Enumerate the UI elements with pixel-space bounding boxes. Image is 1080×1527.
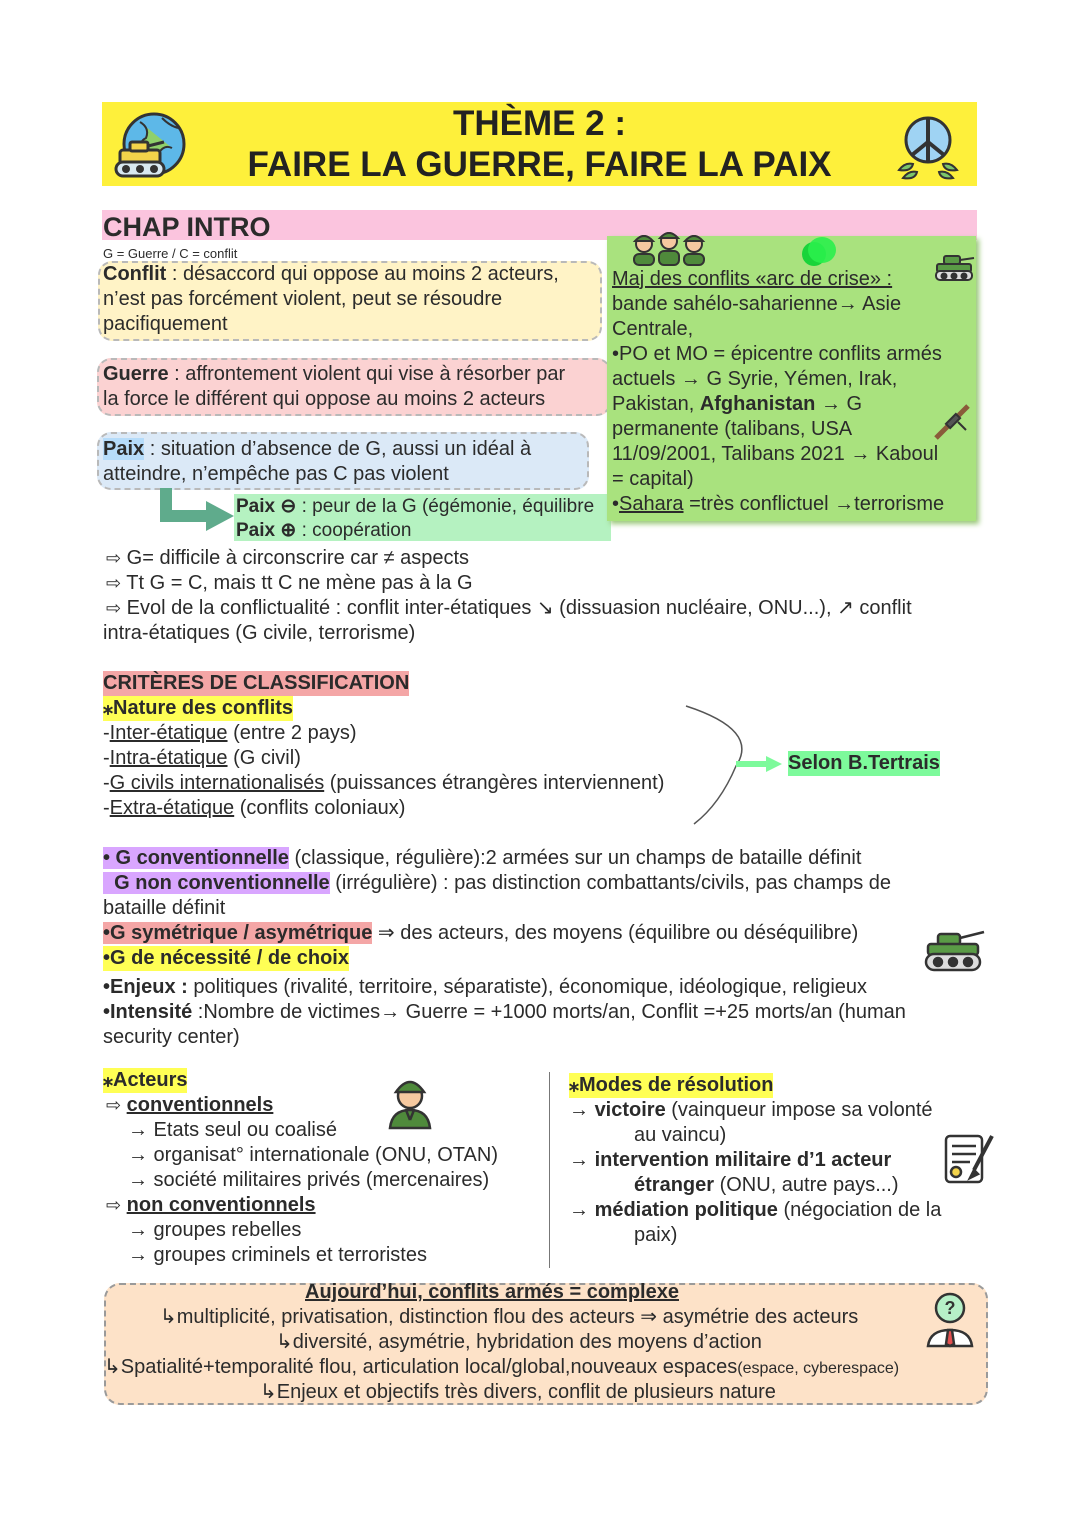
question-person-icon: [922, 1290, 978, 1348]
criteres-title: CRITÈRES DE CLASSIFICATION: [103, 672, 410, 694]
treaty-scroll-icon: [940, 1130, 996, 1186]
paix-line2: atteindre, n’empêche pas C pas violent: [103, 463, 449, 485]
paix-line1: Paix : situation d’absence de G, aussi un idéal à: [103, 438, 532, 460]
paix-negative: Paix ⊖ : peur de la G (égémonie, équilibre: [236, 496, 595, 517]
acteurs-title: ⁎Acteurs: [103, 1069, 188, 1091]
soldier-icon: [384, 1074, 436, 1130]
g-symetrique: •G symétrique / asymétrique ⇒ des acteurs, des moyens (équilibre ou déséquilibre): [103, 922, 859, 944]
arc-de-crise-heading: Maj des conflits «arc de crise» :: [612, 268, 893, 290]
paix-positive: Paix ⊕ : coopération: [236, 520, 412, 541]
g-non-conventionnelle: G non conventionnelle (irrégulière) : pas distinction combattants/civils, pas champs de: [103, 872, 892, 894]
chap-legend: G = Guerre / C = conflit: [103, 246, 238, 261]
acteurs-conv-3: → société militaires privés (mercenaires): [128, 1169, 490, 1191]
acteurs-conv-2: → organisat° internationale (ONU, OTAN): [128, 1144, 498, 1166]
modes-title: ⁎Modes de résolution: [569, 1074, 774, 1096]
peace-symbol-icon: [893, 110, 963, 184]
globe-tank-icon: [112, 110, 190, 182]
mode-mediation-cont: paix): [634, 1224, 678, 1246]
guerre-line2: la force le différent qui oppose au moins 2 acteurs: [103, 388, 546, 410]
acteurs-conv-1: → Etats seul ou coalisé: [128, 1119, 337, 1141]
arc-line-2: Centrale,: [612, 318, 694, 340]
nature-item-4: -Extra-étatique (conflits coloniaux): [103, 797, 406, 819]
acteurs-nonconv-title: ⇨ non conventionnels: [106, 1194, 316, 1216]
conclusion-line-4: ↳Enjeux et objectifs très divers, conflit de plusieurs nature: [260, 1381, 776, 1403]
arc-line-5: Pakistan, Afghanistan → G: [612, 393, 863, 415]
point-3-cont: intra-étatiques (G civile, terrorisme): [103, 622, 416, 644]
nature-brace-icon: [680, 700, 800, 830]
arc-line-1: bande sahélo-saharienne→ Asie: [612, 293, 902, 315]
mode-intervention-cont: étranger (ONU, autre pays...): [634, 1174, 899, 1196]
enjeux: •Enjeux : politiques (rivalité, territoire, séparatiste), économique, idéologique, religieux: [103, 976, 868, 998]
point-1: ⇨ G= difficile à circonscrire car ≠ aspects: [106, 547, 470, 569]
svg-text:?: ?: [944, 1298, 956, 1318]
arc-line-4: actuels → G Syrie, Yémen, Irak,: [612, 368, 898, 390]
conclusion-line-2: ↳diversité, asymétrie, hybridation des moyens d’action: [276, 1331, 762, 1353]
g-non-conventionnelle-cont: bataille définit: [103, 897, 226, 919]
guerre-line1: Guerre : affrontement violent qui vise à résorber par: [103, 363, 566, 385]
acteurs-nonconv-2: → groupes criminels et terroristes: [128, 1244, 427, 1266]
mode-victoire: → victoire (vainqueur impose sa volonté: [569, 1099, 933, 1121]
nature-item-2: -Intra-étatique (G civil): [103, 747, 301, 769]
g-necessite: •G de nécessité / de choix: [103, 947, 349, 969]
arc-line-6: permanente (talibans, USA: [612, 418, 853, 440]
conflit-line3: pacifiquement: [103, 313, 228, 335]
conclusion-title: Aujourd’hui, conflits armés = complexe: [305, 1281, 679, 1303]
tank-icon: [934, 252, 976, 282]
nature-item-3: -G civils internationalisés (puissances étrangères interviennent): [103, 772, 665, 794]
arc-line-3: •PO et MO = épicentre conflits armés: [612, 343, 942, 365]
mode-victoire-cont: au vaincu): [634, 1124, 727, 1146]
acteurs-conv-title: ⇨ conventionnels: [106, 1094, 274, 1116]
paix-arrow-head-icon: [206, 501, 234, 531]
theme-title: THÈME 2 :: [452, 104, 627, 143]
conclusion-line-3: ↳Spatialité+temporalité flou, articulation local/global,nouveaux espaces(espace, cyberespace): [104, 1356, 900, 1378]
conclusion-line-1: ↳multiplicité, privatisation, distinction flou des acteurs ⇒ asymétrie des acteurs: [160, 1306, 859, 1328]
point-2: ⇨ Tt G = C, mais tt C ne mène pas à la G: [106, 572, 473, 594]
rifle-icon: [930, 400, 972, 442]
mode-intervention: → intervention militaire d’1 acteur: [569, 1149, 892, 1171]
column-divider: [549, 1072, 550, 1268]
conflit-line1: Conflit : désaccord qui oppose au moins 2 acteurs,: [103, 263, 559, 285]
tank-large-icon: [922, 924, 986, 974]
nature-item-1: -Inter-étatique (entre 2 pays): [103, 722, 357, 744]
nature-title: ⁎Nature des conflits: [103, 697, 294, 719]
acteurs-nonconv-1: → groupes rebelles: [128, 1219, 302, 1241]
point-3: ⇨ Evol de la conflictualité : conflit inter-étatiques ↘ (dissuasion nucléaire, ONU...), ↗ conflit: [106, 597, 912, 619]
soldiers-icon: [630, 230, 708, 266]
arc-line-8: = capital): [612, 468, 694, 490]
theme-subtitle: FAIRE LA GUERRE, FAIRE LA PAIX: [247, 145, 832, 184]
mode-mediation: → médiation politique (négociation de la: [569, 1199, 942, 1221]
arc-line-7: 11/09/2001, Talibans 2021 → Kaboul: [612, 443, 939, 465]
arc-sahara: •Sahara =très conflictuel →terrorisme: [612, 493, 945, 515]
paix-arrow-bar: [160, 510, 208, 522]
intensite-cont: security center): [103, 1026, 240, 1048]
conflit-line2: n’est pas forcément violent, peut se résoudre: [103, 288, 503, 310]
chap-title: CHAP INTRO: [103, 212, 271, 242]
g-conventionnelle: • G conventionnelle (classique, régulière):2 armées sur un champs de bataille définit: [103, 847, 862, 869]
intensite: •Intensité :Nombre de victimes→ Guerre = +1000 morts/an, Conflit =+25 morts/an (human: [103, 1001, 906, 1023]
selon-tertrais: Selon B.Tertrais: [788, 752, 940, 774]
